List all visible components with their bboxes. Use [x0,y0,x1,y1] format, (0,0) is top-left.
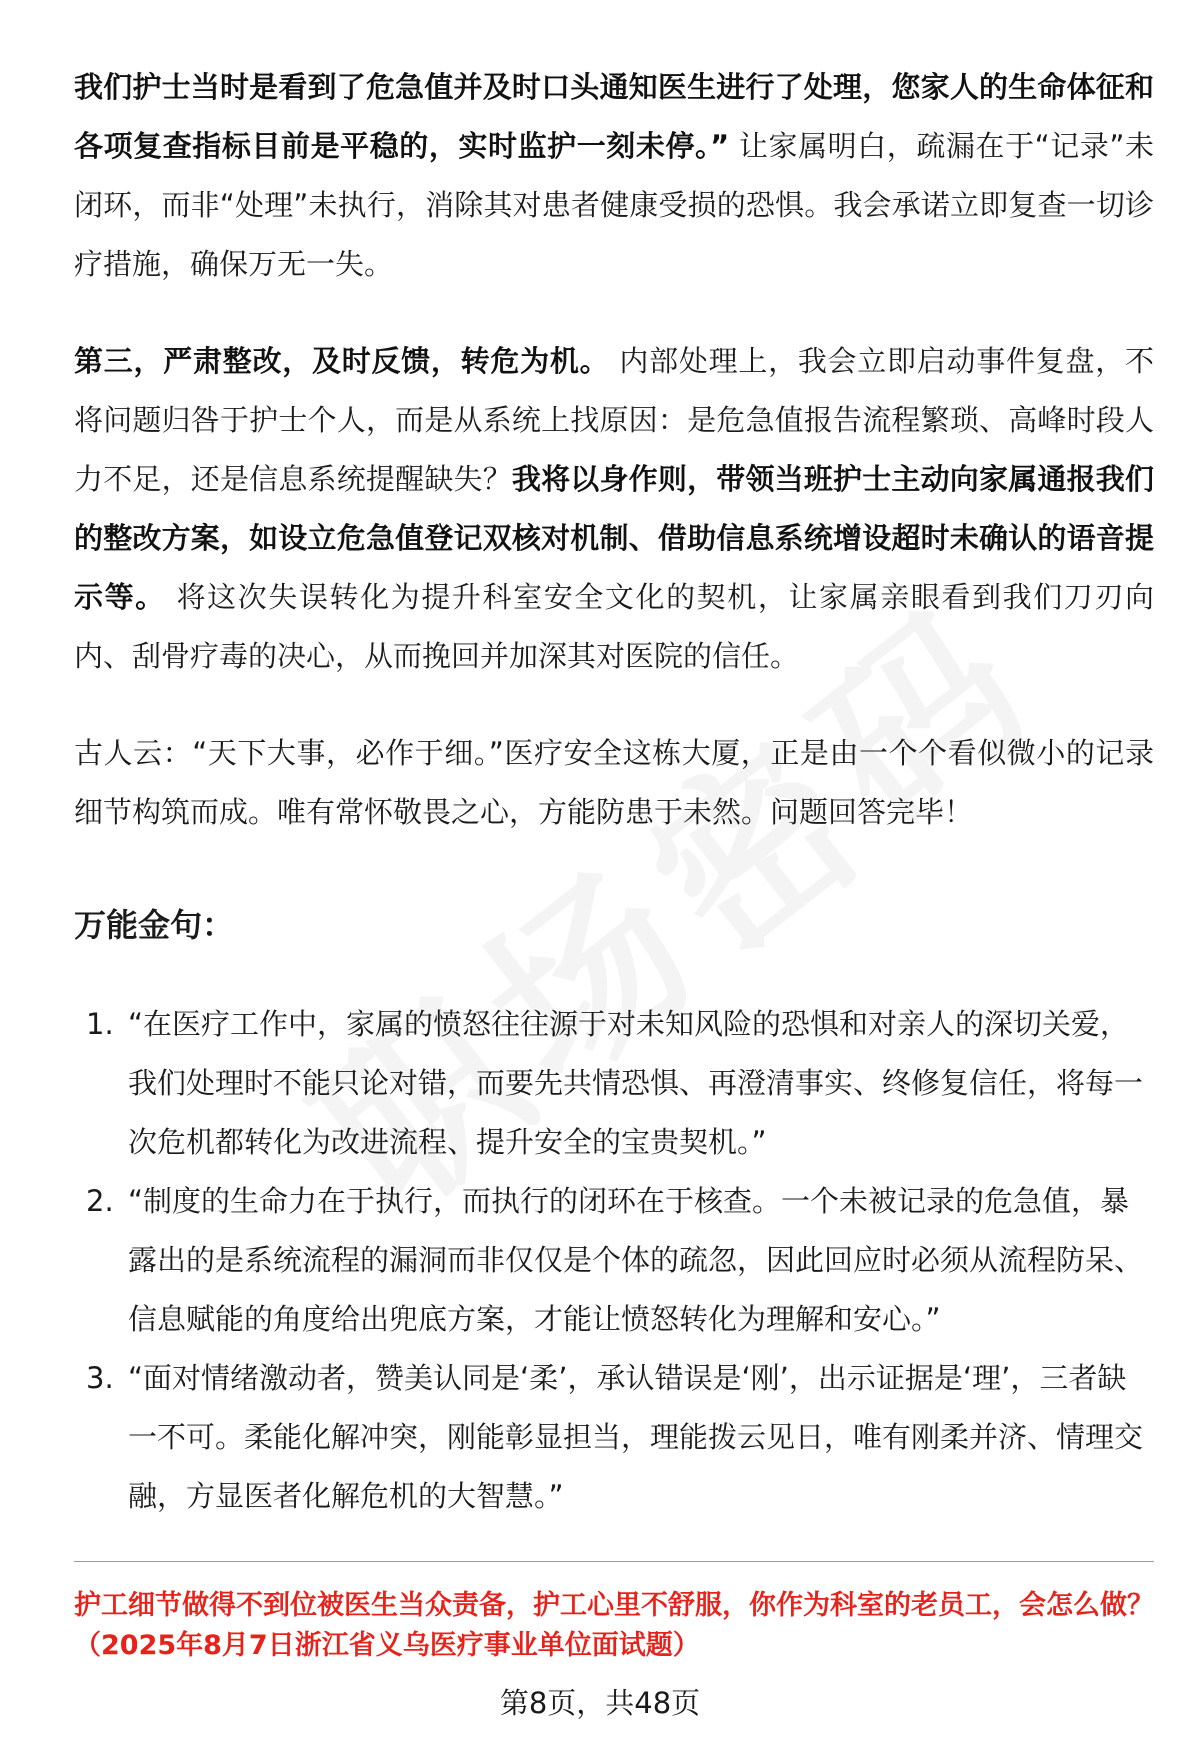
paragraph-2-bold-1: 第三，严肃整改，及时反馈，转危为机。 [74,344,610,378]
paragraph-2 [74,332,1154,686]
paragraph-2-text-2: 将这次失误转化为提升科室安全文化的契机，让家属亲眼看到我们刀刃向内、刮骨疗毒的决心，从而挽回并加深其对医院的信任。 [74,580,1154,673]
paragraph-1-text: 让家属明白，疏漏在于“记录”未闭环，而非“处理”未执行，消除其对患者健康受损的恐惧。我会承诺立即复查一切诊疗措施，确保万无一失。 [74,129,1154,281]
paragraph-1 [74,58,1154,294]
quote-text: “制度的生命力在于执行，而执行的闭环在于核查。一个未被记录的危急值，暴露出的是系统流程的漏洞而非仅仅是个体的疏忽，因此回应时必须从流程防呆、信息赋能的角度给出兜底方案，才能让愤怒转化为理解和安心。” [128,1184,1144,1336]
quote-number: 2. [86,1184,114,1218]
quote-number: 1. [86,1007,114,1041]
quote-text: “在医疗工作中，家属的愤怒往往源于对未知风险的恐惧和对亲人的深切关爱，我们处理时不能只论对错，而要先共情恐惧、再澄清事实、终修复信任，将每一次危机都转化为改进流程、提升安全的宝贵契机。” [128,1007,1144,1159]
section-heading: 万能金句： [74,906,235,944]
page-number: 第8页，共48页 [499,1686,701,1720]
paragraph-2-bold-2: 我将以身作则，带领当班护士主动向家属通报我们的整改方案，如设立危急值登记双核对机制、借助信息系统增设超时未确认的语音提示等。 [74,462,1154,614]
quote-item [74,995,1154,1172]
paragraph-3: 古人云：“天下大事，必作于细。”医疗安全这栋大厦，正是由一个个看似微小的记录细节构筑而成。唯有常怀敬畏之心，方能防患于未然。问题回答完毕！ [74,736,1154,829]
quote-text: “面对情绪激动者，赞美认同是‘柔’，承认错误是‘刚’，出示证据是‘理’，三者缺一不可。柔能化解冲突，刚能彰显担当，理能拨云见日，唯有刚柔并济、情理交融，方显医者化解危机的大智慧。” [128,1361,1144,1513]
paragraph-1-bold: 我们护士当时是看到了危急值并及时口头通知医生进行了处理，您家人的生命体征和各项复查指标目前是平稳的，实时监护一刻未停。” [74,70,1154,163]
document-body [74,58,1154,1526]
quote-number: 3. [86,1361,114,1395]
footer-divider [74,1561,1154,1562]
quote-item [74,1172,1154,1349]
quote-list [74,995,1154,1526]
next-question: 护工细节做得不到位被医生当众责备，护工心里不舒服，你作为科室的老员工，会怎么做？ （2025年8月7日浙江省义乌医疗事业单位面试题） [74,1590,1154,1661]
paragraph-2-text-1: 内部处理上，我会立即启动事件复盘，不将问题归咎于护士个人，而是从系统上找原因：是危急值报告流程繁琐、高峰时段人力不足，还是信息系统提醒缺失？ [74,344,1154,496]
quote-item [74,1349,1154,1526]
